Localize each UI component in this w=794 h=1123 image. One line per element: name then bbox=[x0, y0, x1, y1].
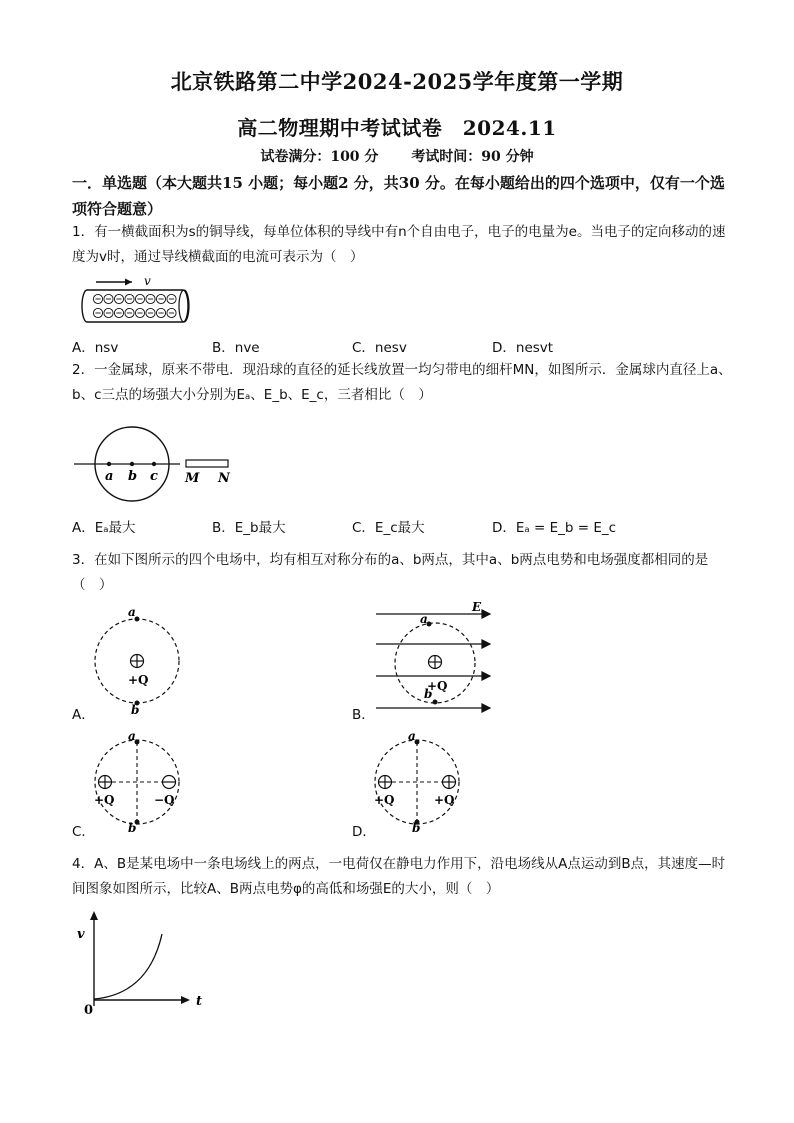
q3-option-b[interactable]: B． bbox=[352, 707, 375, 723]
q3-figure-d bbox=[372, 730, 472, 834]
q2-label-m: M bbox=[185, 471, 200, 486]
q3b-label-e: E bbox=[472, 602, 482, 614]
q3d-label-pos-right: +Q bbox=[434, 793, 455, 807]
q3b-label-a: a bbox=[420, 612, 428, 626]
q3-figure-a bbox=[92, 606, 192, 716]
q3d-label-a: a bbox=[408, 730, 416, 743]
q3-option-d[interactable]: D． bbox=[352, 824, 376, 840]
q2-label-n: N bbox=[218, 471, 230, 486]
q1-option-a[interactable]: A．nsv bbox=[72, 340, 119, 356]
q2-label-c: c bbox=[150, 469, 158, 484]
q2-charged-rod bbox=[186, 460, 228, 467]
q1-wire-figure bbox=[72, 272, 202, 328]
q2-label-a: a bbox=[105, 469, 114, 484]
q1-option-b[interactable]: B．nve bbox=[212, 340, 260, 356]
q2-option-c[interactable]: C．E_c最大 bbox=[352, 520, 425, 536]
full-score: 试卷满分：100 分 bbox=[260, 149, 379, 165]
q3-option-a[interactable]: A． bbox=[72, 707, 95, 723]
q4-vt-graph bbox=[72, 908, 212, 1018]
q2-option-d[interactable]: D．Eₐ = E_b = E_c bbox=[492, 520, 617, 536]
q2-option-a[interactable]: A．Eₐ最大 bbox=[72, 520, 136, 536]
q3c-label-pos: +Q bbox=[94, 793, 115, 807]
q3c-label-a: a bbox=[128, 730, 136, 743]
q3c-label-b: b bbox=[128, 821, 137, 834]
q3a-label-q: +Q bbox=[128, 673, 149, 687]
q3c-label-neg: −Q bbox=[154, 793, 175, 807]
q4-label-v: v bbox=[77, 927, 85, 942]
q1-velocity-label: v bbox=[144, 274, 151, 288]
q3-figure-c bbox=[92, 730, 192, 834]
q3d-label-b: b bbox=[412, 821, 421, 834]
q3a-label-b: b bbox=[131, 703, 140, 716]
q3a-label-a: a bbox=[128, 606, 136, 619]
q3-option-c[interactable]: C． bbox=[72, 824, 95, 840]
q3-figure-b bbox=[372, 602, 498, 714]
q3b-label-q: +Q bbox=[427, 679, 448, 693]
question-2-text: 2．一金属球，原来不带电．现沿球的直径的延长线放置一均匀带电的细杆MN，如图所示．金属球内直径上a、b、c三点的场强大小分别为Eₐ、E_b、E_c，三者相比（ ） bbox=[72, 362, 732, 403]
question-3-text: 3．在如下图所示的四个电场中，均有相互对称分布的a、b两点，其中a、b两点电势和电场强度都相同的是（ ） bbox=[72, 552, 709, 593]
question-1-text: 1．有一横截面积为s的铜导线，每单位体积的导线中有n个自由电子，电子的电量为e。当电子的定向移动的速度为v时，通过导线横截面的电流可表示为（ ） bbox=[72, 224, 726, 265]
section-heading: 一．单选题（本大题共15 小题；每小题2 分，共30 分。在每小题给出的四个选项中，仅有一个选项符合题意） bbox=[72, 174, 725, 218]
q2-label-b: b bbox=[128, 469, 138, 484]
q4-velocity-curve bbox=[94, 934, 162, 999]
q4-label-origin: 0 bbox=[84, 1003, 94, 1018]
q1-option-d[interactable]: D．nesvt bbox=[492, 340, 554, 356]
q3b-label-b: b bbox=[424, 687, 433, 701]
q3d-label-pos-left: +Q bbox=[374, 793, 395, 807]
exam-title: 高二物理期中考试试卷 2024.11 bbox=[237, 116, 557, 140]
exam-time: 考试时间：90 分钟 bbox=[411, 149, 534, 165]
question-4-text: 4．A、B是某电场中一条电场线上的两点，一电荷仅在静电力作用下，沿电场线从A点运动到B点，其速度—时间图象如图所示，比较A、B两点电势φ的高低和场强E的大小，则（ ） bbox=[72, 856, 726, 897]
q4-label-t: t bbox=[196, 994, 203, 1009]
q2-option-b[interactable]: B．E_b最大 bbox=[212, 520, 286, 536]
school-title: 北京铁路第二中学2024-2025学年度第一学期 bbox=[170, 69, 624, 94]
q1-option-c[interactable]: C．nesv bbox=[352, 340, 407, 356]
q2-sphere-figure bbox=[72, 424, 242, 504]
exam-meta bbox=[0, 146, 794, 166]
